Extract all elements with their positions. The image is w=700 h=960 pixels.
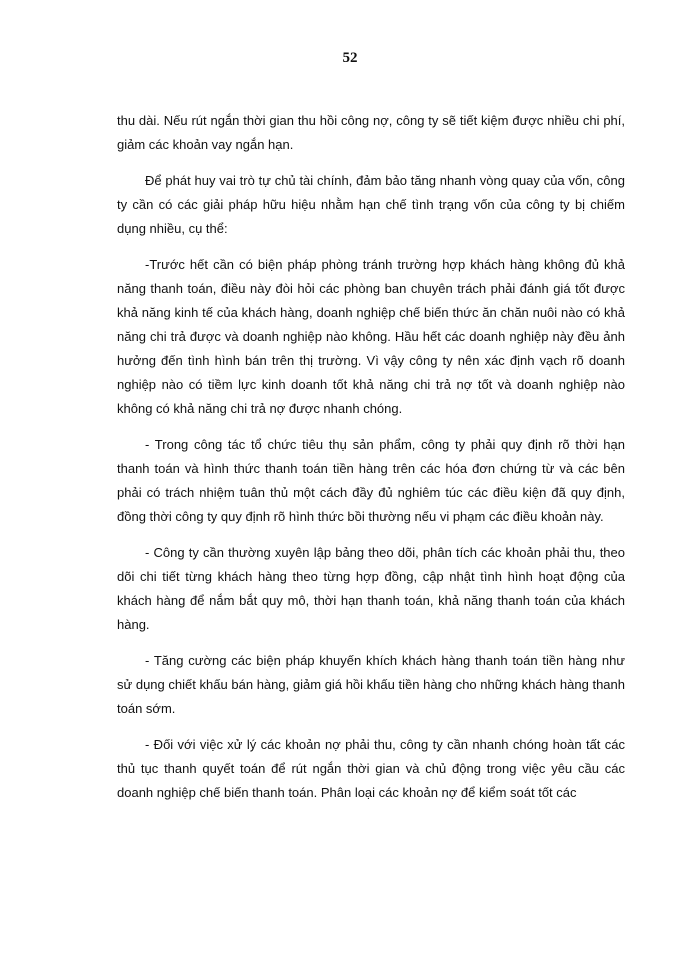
page-number: 52	[342, 50, 358, 66]
paragraph-intro: Để phát huy vai trò tự chủ tài chính, đảm bảo tăng nhanh vòng quay của vốn, công ty cần có các giải pháp hữu hiệu nhằm hạn chế tình trạng vốn của công ty bị chiếm dụng nhiều, cụ thể:	[117, 173, 625, 236]
paragraph-solution-3: - Công ty cần thường xuyên lập bảng theo dõi, phân tích các khoản phải thu, theo dõi chi tiết từng khách hàng theo từng hợp đồng, cập nhật tình hình hoạt động của khách hàng để nắm bắt quy mô, thời hạn thanh toán, khả năng thanh toán của khách hàng.	[117, 545, 625, 632]
document-body	[117, 109, 625, 817]
paragraph-solution-2: - Trong công tác tổ chức tiêu thụ sản phẩm, công ty phải quy định rõ thời hạn thanh toán và hình thức thanh toán tiền hàng trên các hóa đơn chứng từ và các bên phải có trách nhiệm tuân thủ một cách đầy đủ nghiêm túc các điều kiện đã quy định, đồng thời công ty quy định rõ hình thức bồi thường nếu vi phạm các điều khoản này.	[117, 437, 625, 524]
paragraph-continuation: thu dài. Nếu rút ngắn thời gian thu hồi công nợ, công ty sẽ tiết kiệm được nhiều chi phí, giảm các khoản vay ngắn hạn.	[117, 113, 625, 152]
paragraph-solution-4: - Tăng cường các biện pháp khuyến khích khách hàng thanh toán tiền hàng như sử dụng chiết khấu bán hàng, giảm giá hồi khấu tiền hàng cho những khách hàng thanh toán sớm.	[117, 653, 625, 716]
paragraph-solution-5: - Đối với việc xử lý các khoản nợ phải thu, công ty cần nhanh chóng hoàn tất các thủ tục thanh quyết toán để rút ngắn thời gian và chủ động trong việc yêu cầu các doanh nghiệp chế biến thanh toán. Phân loại các khoản nợ để kiểm soát tốt các	[117, 737, 625, 800]
paragraph-solution-1: -Trước hết cần có biện pháp phòng tránh trường hợp khách hàng không đủ khả năng thanh toán, điều này đòi hỏi các phòng ban chuyên trách phải đánh giá tốt được khả năng kinh tế của khách hàng, doanh nghiệp chế biến thức ăn chăn nuôi nào có khả năng chi trả được và doanh nghiệp nào không. Hầu hết các doanh nghiệp này đều ảnh hưởng đến tình hình bán trên thị trường. Vì vậy công ty nên xác định vạch rõ doanh nghiệp nào có tiềm lực kinh doanh tốt khả năng chi trả nợ tốt và doanh nghiệp nào không có khả năng chi trả nợ được nhanh chóng.	[117, 257, 625, 416]
